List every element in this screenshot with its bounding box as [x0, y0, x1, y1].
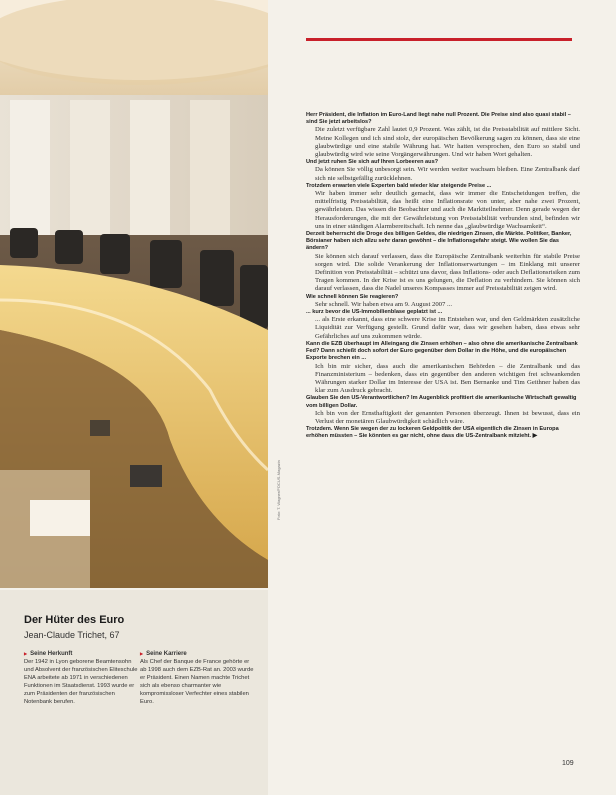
answer: Sehr schnell. Wir haben etwa am 9. August 2007 ...	[315, 300, 453, 308]
question: Glauben Sie den US-Verantwortlichen? Im Augenblick profitiert die amerikanische Wirtschaft gewaltig vom billigen Dollar.	[306, 395, 577, 409]
answer: Ich bin mir sicher, dass auch die amerikanischen Behörden – die Zentralbank und das Finanzministerium – bedenken, dass ein gegenüber den anderen wichtigen frei schwankenden Währungen starker Dollar im Interesse der USA ist. Ben Bernanke und Tim Geithner haben das klar zum Ausdruck gebracht.	[315, 362, 580, 395]
column-text: Als Chef der Banque de France gehörte er ab 1998 auch dem EZB-Rat an. 2003 wurde er Präsident. Einen Namen machte Trichet sich als ebenso charmanter wie kompromissloser Verfechter eines stabilen Euro.	[140, 659, 254, 705]
red-rule	[306, 38, 572, 41]
profile-column-origin	[24, 651, 139, 706]
interview-text	[306, 112, 580, 441]
answer: Ich bin von der Ernsthaftigkeit der genannten Personen überzeugt. Ihnen ist bewusst, dass ein Verlust der monetären Glaubwürdigkeit schädlich wäre.	[315, 409, 580, 425]
answer: Wir haben immer sehr deutlich gemacht, dass wir immer die Entscheidungen treffen, die mittelfristig Preisstabilität, das heißt eine Inflationsrate von unter, aber nahe zwei Prozent, gewährleisten. Das wissen die Beobachter und auch die Marktteilnehmer. Denn gerade wegen der Herausforderungen, die mit der Gewährleistung von Preisstabilität verbunden sind, befinden wir uns in einer ständigen Alarmbereitschaft. Ich nenne das „glaubwürdige Wachsamkeit“.	[315, 190, 580, 230]
question: Herr Präsident, die Inflation im Euro-Land liegt nahe null Prozent. Die Preise sind also quasi stabil – sind Sie jetzt arbeitslos?	[306, 112, 571, 126]
photo-credit: Foto: T. Wagner/FOCUS-Magazin	[276, 460, 281, 520]
column-heading: ▶ Seine Karriere	[140, 651, 255, 657]
question: Wie schnell können Sie reagieren?	[306, 293, 399, 300]
answer: Da können Sie völlig unbesorgt sein. Wir werden weiter wachsam bleiben. Eine Zentralbank darf sich nie selbstgefällig zurücklehnen.	[315, 166, 580, 182]
answer: Sie können sich darauf verlassen, dass die Europäische Zentralbank weiterhin für stabile Preise sorgen wird. Die solide Verankerung der Inflationserwartungen – im Einklang mit unserer Definition von Preisstabilität – schützt uns davor, dass Inflations- oder auch Deflationsrisiken zum Tragen kommen. In der Krise ist es uns gelungen, die Deflation zu verhindern. Sie können sich darauf verlassen, dass die Nadel unseres Kompasses immer auf Preisstabilität zeigen wird.	[315, 252, 580, 293]
answer: ... als Erste erkannt, dass eine schwere Krise im Entstehen war, und den Geldmärkten zusätzliche Liquidität zur Verfügung gestellt. Grund dafür war, dass wir gesehen haben, dass etwas sehr Gefährliches auf uns zukommen würde.	[315, 316, 580, 340]
profile-subtitle: Jean-Claude Trichet, 67	[24, 630, 120, 640]
page-number: 109	[562, 760, 574, 767]
question: Derzeit beherrscht die Droge des billigen Geldes, die niedrigen Zinsen, die Märkte. Politiker, Banker, Börsianer haben sich allzu sehr daran gewöhnt – die Inflationsgefahr steigt. Wie wollen Sie das ändern?	[306, 231, 572, 252]
question: Und jetzt ruhen Sie sich auf Ihren Lorbeeren aus?	[306, 159, 439, 166]
photo-illustration	[0, 0, 268, 588]
question: Trotzdem erwarten viele Experten bald wieder klar steigende Preise ...	[306, 182, 492, 189]
question: ... kurz bevor die US-Immobilienblase geplatzt ist ...	[306, 309, 443, 316]
answer: Die zuletzt verfügbare Zahl lautet 0,9 Prozent. Was zählt, ist die Preisstabilität auf mittlere Sicht. Meine Kollegen und ich sind stolz, der europäischen Bevölkerung sagen zu können, dass sie eine glaubwürdige und eine stabile Währung hat. Wir hatten versprochen, den Euro so stabil und glaubwürdig wird wie seine Vorgängerwährungen. Und wir haben Wort gehalten.	[315, 126, 580, 159]
question: Kann die EZB überhaupt im Alleingang die Zinsen erhöhen – also ohne die amerikanische Zentralbank Fed? Dann schießt doch sofort der Euro gegenüber dem Dollar in die Höhe, und die europäischen Exporte brechen ein ...	[306, 340, 578, 362]
column-text: Der 1942 in Lyon geborene Beamtensohn und Absolvent der französischen Eliteschule ENA arbeitete ab 1971 in verschiedenen Funktionen im Staatsdienst. 1993 wurde er zum Präsidenten der französischen Notenbank berufen.	[24, 659, 138, 705]
continue-arrow-icon: ▶	[532, 433, 538, 440]
question	[306, 426, 580, 440]
profile-column-career	[140, 651, 255, 706]
profile-title: Der Hüter des Euro	[24, 614, 125, 626]
question-text: Trotzdem. Wenn Sie wegen der zu lockeren Geldpolitik der USA eigentlich die Zinsen in Europa erhöhen müssten – Sie könnten es gar nicht, ohne dass die US-Zentralbank mitzieht.	[306, 426, 559, 440]
council-room-photo	[0, 0, 268, 588]
column-heading: ▶ Seine Herkunft	[24, 651, 139, 657]
